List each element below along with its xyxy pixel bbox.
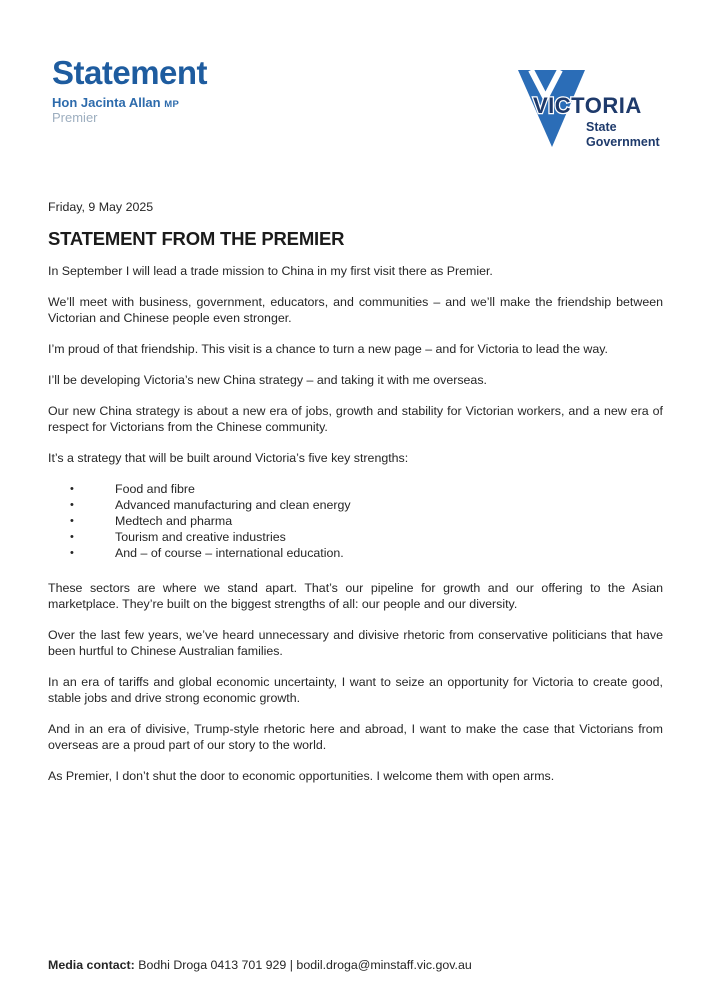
letterhead: [52, 56, 207, 126]
bullet-icon: •: [70, 515, 74, 528]
paragraph: In September I will lead a trade mission to China in my first visit there as Premier.: [48, 264, 493, 279]
paragraph: I’ll be developing Victoria’s new China strategy – and taking it with me overseas.: [48, 373, 487, 388]
list-item: [70, 529, 663, 545]
list-item: [70, 497, 663, 513]
logo-subline-government: Government: [586, 135, 660, 149]
paragraph: I’m proud of that friendship. This visit is a chance to turn a new page – and for Victoria to lead the way.: [48, 342, 608, 357]
paragraph: And in an era of divisive, Trump-style rhetoric here and abroad, I want to make the case that Victorians from overseas are a proud part of our story to the world.: [48, 722, 663, 753]
bullet-icon: •: [70, 483, 74, 496]
list-item-text: Food and fibre: [115, 482, 195, 497]
media-contact-label: Media contact:: [48, 958, 135, 972]
logo-subline-state: State: [586, 120, 617, 134]
document-date: Friday, 9 May 2025: [48, 200, 154, 214]
victoria-triangle-logo-icon: [505, 58, 670, 153]
logo-wordmark: VICTORIA: [533, 93, 642, 118]
masthead-title: Statement: [52, 54, 208, 91]
list-item: [70, 545, 663, 561]
paragraph: Over the last few years, we’ve heard unnecessary and divisive rhetoric from conservative politicians that have been hurtful to Chinese Australian families.: [48, 628, 663, 659]
list-item-text: Medtech and pharma: [115, 514, 233, 529]
bullet-icon: •: [70, 531, 74, 544]
media-contact-details: Bodhi Droga 0413 701 929 | bodil.droga@minstaff.vic.gov.au: [138, 958, 472, 972]
bullet-icon: •: [70, 547, 74, 560]
officer-postnominal: MP: [164, 99, 180, 110]
bullet-icon: •: [70, 499, 74, 512]
statement-body: [48, 199, 663, 799]
paragraph: We’ll meet with business, government, educators, and communities – and we’ll make the friendship between Victorian and Chinese people even stronger.: [48, 295, 663, 326]
officer-title: Premier: [52, 110, 98, 126]
list-item-text: Advanced manufacturing and clean energy: [115, 498, 351, 513]
media-contact-line: [48, 957, 472, 973]
key-strengths-list: [48, 481, 663, 561]
list-item-text: Tourism and creative industries: [115, 530, 286, 545]
paragraph: As Premier, I don’t shut the door to economic opportunities. I welcome them with open arms.: [48, 769, 555, 784]
list-item: [70, 513, 663, 529]
victoria-state-government-logo: [505, 58, 670, 153]
list-item: [70, 481, 663, 497]
officer-name: [52, 96, 207, 110]
paragraph: Our new China strategy is about a new era of jobs, growth and stability for Victorian workers, and a new era of respect for Victorians from the Chinese community.: [48, 404, 663, 435]
paragraph: In an era of tariffs and global economic uncertainty, I want to seize an opportunity for Victoria to create good, stable jobs and drive strong economic growth.: [48, 675, 663, 706]
document-heading: STATEMENT FROM THE PREMIER: [48, 228, 345, 249]
officer-name-text: Hon Jacinta Allan: [52, 95, 161, 110]
list-item-text: And – of course – international education.: [115, 546, 344, 561]
paragraph: It’s a strategy that will be built around Victoria’s five key strengths:: [48, 451, 409, 466]
paragraph: These sectors are where we stand apart. That’s our pipeline for growth and our offering to the Asian marketplace. They’re built on the biggest strengths of all: our people and our diversity.: [48, 581, 663, 612]
